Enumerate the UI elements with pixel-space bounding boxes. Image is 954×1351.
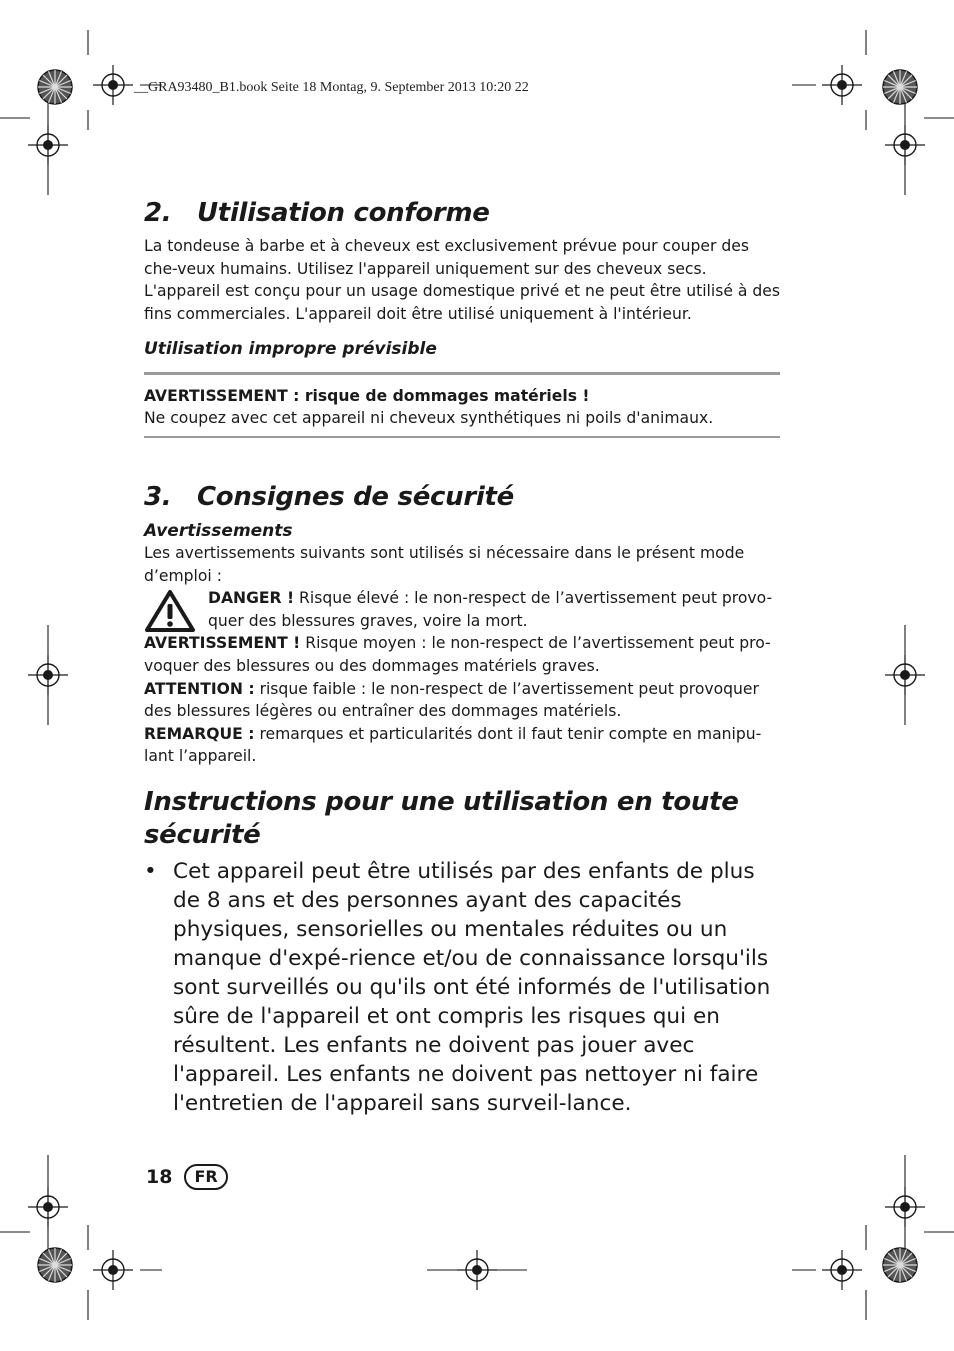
language-badge: FR: [184, 1164, 227, 1190]
bullet-text: Cet appareil peut être utilisés par des enfants de plus de 8 ans et des personnes ayant des capacités physiques, sensorielles ou mentales réduites ou un manque d'expé-rience et/ou de connaissance lorsqu'ils sont surveillés ou qu'ils ont été informés de l'utilisation sûre de l'appareil et ont compris les risques qui en résultent. Les enfants ne doivent pas jouer avec l'appareil. Les enfants ne doivent pas nettoyer ni faire l'entretien de l'appareil sans surveil-lance.: [173, 858, 771, 1116]
section-2-heading: [144, 196, 780, 230]
avertissement-paragraph: [144, 632, 780, 677]
paragraph: La tondeuse à barbe et à cheveux est exclusivement prévue pour couper des che-veux humains. Utilisez l'appareil uniquement sur des cheveux secs.: [144, 237, 749, 278]
warning-box: [144, 372, 780, 438]
attention-paragraph: [144, 678, 780, 723]
danger-text: Risque élevé : le non-respect de l’avertissement peut provo-quer des blessures graves, voire la mort.: [208, 589, 773, 630]
page-content: [144, 196, 780, 1118]
page-number: 18: [146, 1166, 173, 1188]
danger-paragraph: [208, 587, 780, 632]
section-title: Consignes de sécurité: [197, 481, 514, 512]
section-number: 2.: [144, 198, 172, 228]
attention-label: ATTENTION :: [144, 679, 255, 698]
instructions-heading: Instructions pour une utilisation en toute sécurité: [144, 786, 739, 850]
remarque-text: remarques et particularités dont il faut tenir compte en manipu-lant l’appareil.: [144, 724, 762, 766]
page-footer: [146, 1164, 228, 1190]
subheading: Avertissements: [144, 520, 293, 541]
avertissement-label: AVERTISSEMENT !: [144, 634, 301, 653]
paragraph: Les avertissements suivants sont utilisés si nécessaire dans le présent mode d’emploi :: [144, 543, 745, 585]
bullet-list: [144, 857, 780, 1118]
warning-title: AVERTISSEMENT : risque de dommages matériels !: [144, 387, 590, 406]
attention-text: risque faible : le non-respect de l’avertissement peut provoquer des blessures légères ou entraîner des dommages matériels.: [144, 679, 759, 721]
remarque-label: REMARQUE :: [144, 724, 255, 743]
remarque-paragraph: [144, 723, 780, 768]
warning-text: Ne coupez avec cet appareil ni cheveux synthétiques ni poils d'animaux.: [144, 409, 714, 428]
section-number: 3.: [144, 481, 172, 512]
list-item: [144, 857, 780, 1118]
bullet-icon: •: [144, 858, 157, 884]
danger-entry: [144, 587, 780, 632]
warning-triangle-icon: [144, 589, 196, 633]
section-3-heading: [144, 480, 780, 514]
print-header: __GRA93480_B1.book Seite 18 Montag, 9. September 2013 10:20 22: [134, 80, 529, 95]
subheading: Utilisation impropre prévisible: [144, 339, 437, 360]
avertissement-text: Risque moyen : le non-respect de l’avertissement peut pro-voquer des blessures ou des dommages matériels graves.: [144, 634, 771, 675]
paragraph: L'appareil est conçu pour un usage domestique privé et ne peut être utilisé à des fins commerciales. L'appareil doit être utilisé uniquement à l'intérieur.: [144, 282, 781, 323]
section-title: Utilisation conforme: [197, 198, 490, 228]
danger-label: DANGER !: [208, 589, 295, 608]
